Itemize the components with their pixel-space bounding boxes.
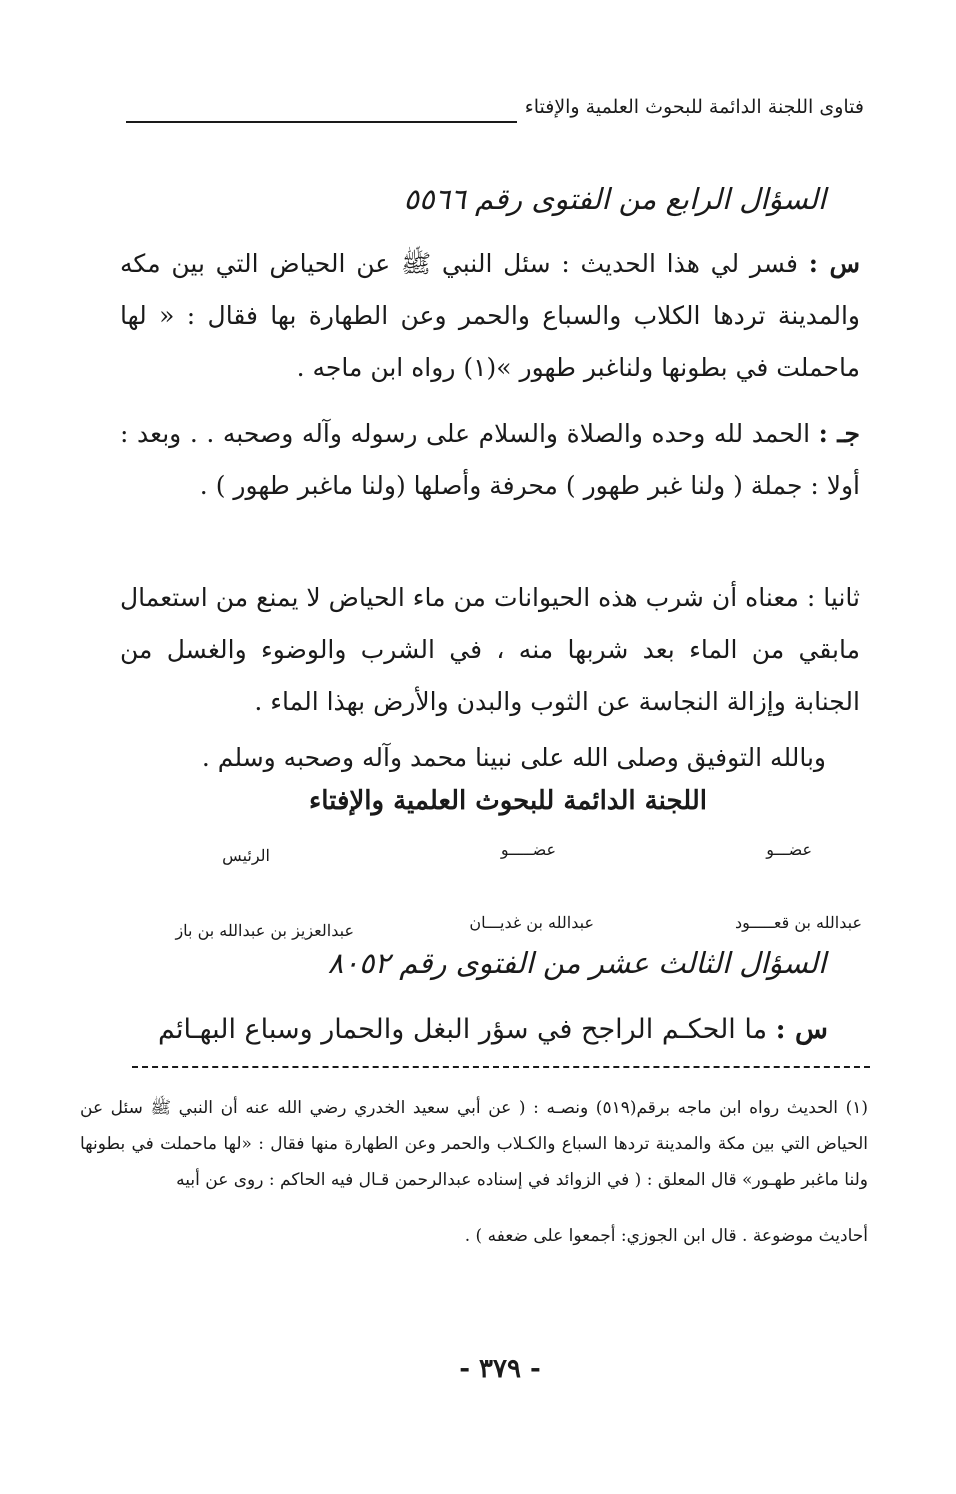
answer-text: الحمد لله وحده والصلاة والسلام على رسوله وآله وصحبه . . وبعد : أولا : جملة ( ولنا غبر طهور ) محرفة وأصلها (ولنا ماغبر طهور ) . bbox=[120, 419, 860, 500]
footnote-separator bbox=[132, 1066, 870, 1068]
committee-title bbox=[0, 786, 956, 816]
committee-title-text: اللجنة الدائمة للبحوث العلمية والإفتاء bbox=[309, 786, 707, 816]
answer-marker: جـ : bbox=[818, 419, 860, 448]
running-header: فتاوى اللجنة الدائمة للبحوث العلمية والإفتاء bbox=[524, 96, 864, 118]
question-paragraph bbox=[158, 1006, 828, 1054]
question-title: السؤال الثالث عشر من الفتوى رقم ٨٠٥٢ bbox=[327, 946, 826, 980]
signatory-role: عضـــو bbox=[766, 840, 812, 859]
footnote-continuation: أحاديث موضوعة . قال ابن الجوزي: أجمعوا على ضعفه ) . bbox=[464, 1226, 868, 1246]
signatory-name: عبدالعزيز بن عبدالله بن باز bbox=[175, 921, 354, 940]
signatory-role: الرئيس bbox=[222, 846, 270, 865]
question-title: السؤال الرابع من الفتوى رقم ٥٥٦٦ bbox=[403, 182, 826, 216]
page-number-text: - ٣٧٩ - bbox=[459, 1354, 541, 1384]
closing-line: وبالله التوفيق وصلى الله على نبينا محمد وآله وصحبه وسلم . bbox=[201, 743, 826, 772]
footnote: (١) الحديث رواه ابن ماجه برقم(٥١٩) ونصـه : ( عن أبي سعيد الخدري رضي الله عنه أن النبي ﷺ سئل عن الحياض التي بين مكة والمدينة تردها السباع والكـلاب والحمر وعن الطهارة منها فقال : «لها ماحملت في بطونها ولنا ماغبر طهـور» قال المعلق : ( في الزوائد في إسناده عبدالرحمن قـال فيه الحاكم : روى عن أبيه bbox=[80, 1098, 868, 1190]
question-paragraph bbox=[120, 238, 860, 402]
page-number bbox=[0, 1354, 956, 1384]
signatory-role: عضـــــو bbox=[500, 840, 556, 859]
question-text: فسر لي هذا الحديث : سئل النبي ﷺ عن الحياض التي بين مكه والمدينة تردها الكلاب والسباع والحمر وعن الطهارة بها فقال : « لها ماحملت في بطونها ولناغبر طهور »(١) رواه ابن ماجه . bbox=[120, 249, 860, 382]
question-marker: س : bbox=[808, 249, 861, 278]
answer-paragraph bbox=[120, 408, 860, 568]
question-text: ما الحكـم الراجح في سؤر البغل والحمار وسباع البهـائم bbox=[158, 1014, 768, 1045]
question-marker: س : bbox=[775, 1014, 828, 1045]
signatory-name: عبدالله بن قعـــــود bbox=[735, 913, 862, 932]
answer-second-point: ثانيا : معناه أن شرب هذه الحيوانات من ماء الحياض لا يمنع من استعمال مابقي من الماء بعد شربها منه ، في الشرب والوضوء والغسل من الجنابة وإزالة النجاسة عن الثوب والبدن والأرض بهذا الماء . bbox=[120, 583, 860, 716]
header-rule bbox=[126, 121, 517, 123]
signatory-name: عبدالله بن غديـــان bbox=[469, 913, 594, 932]
